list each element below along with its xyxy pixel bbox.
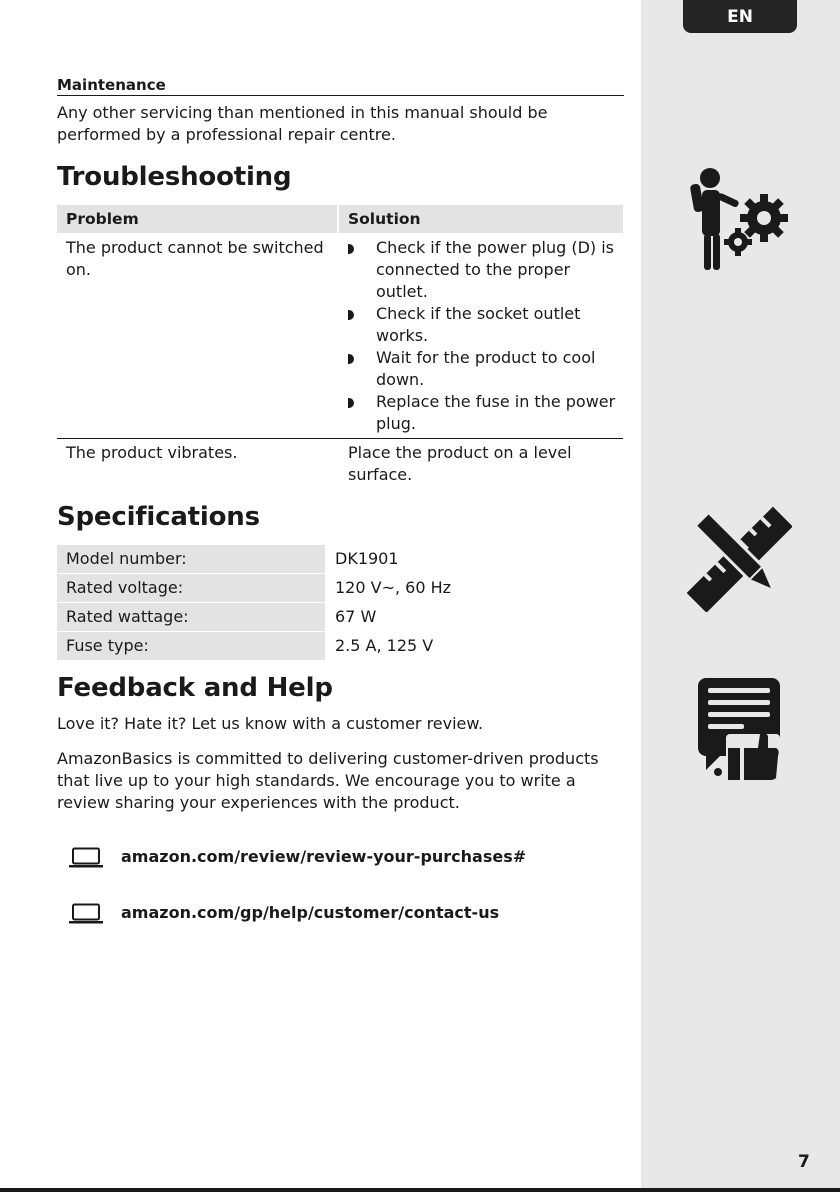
review-link[interactable]: amazon.com/review/review-your-purchases# (121, 847, 527, 866)
spec-label: Rated wattage: (57, 603, 325, 631)
solution-item: Replace the fuse in the power plug. (348, 391, 618, 435)
page-number: 7 (798, 1152, 810, 1172)
column-header-problem: Problem (57, 205, 337, 233)
solution-item: Check if the socket outlet works. (348, 303, 618, 347)
problem-cell: The product vibrates. (66, 443, 238, 462)
solution-item: Wait for the product to cool down. (348, 347, 618, 391)
spec-value: 2.5 A, 125 V (335, 636, 434, 655)
troubleshooting-table-header (57, 205, 623, 233)
feedback-intro: Love it? Hate it? Let us know with a customer review. (57, 714, 484, 733)
maintenance-heading: Maintenance (57, 76, 624, 96)
solution-cell: Place the product on a level surface. (348, 443, 572, 484)
laptop-icon (69, 903, 103, 925)
spec-label: Rated voltage: (57, 574, 325, 602)
solution-list (348, 237, 618, 435)
language-badge: EN (683, 0, 797, 33)
spec-label: Fuse type: (57, 632, 325, 660)
laptop-icon (69, 847, 103, 869)
maintenance-text: Any other servicing than mentioned in this manual should be performed by a professional repair centre. (57, 103, 548, 144)
problem-cell: The product cannot be switched on. (66, 238, 324, 279)
solution-item: Check if the power plug (D) is connected to the proper outlet. (348, 237, 618, 303)
troubleshooting-heading: Troubleshooting (57, 162, 292, 192)
spec-value: DK1901 (335, 549, 399, 568)
specifications-heading: Specifications (57, 502, 260, 532)
spec-value: 67 W (335, 607, 377, 626)
bullet-icon (348, 310, 354, 320)
contact-link[interactable]: amazon.com/gp/help/customer/contact-us (121, 903, 500, 922)
bullet-icon (348, 244, 354, 254)
table-divider (57, 438, 623, 439)
bullet-icon (348, 398, 354, 408)
spec-label: Model number: (57, 545, 325, 573)
pencil-ruler-icon (686, 506, 792, 612)
column-header-solution: Solution (339, 205, 623, 233)
spec-value: 120 V~, 60 Hz (335, 578, 452, 597)
feedback-text: AmazonBasics is committed to delivering customer-driven products that live up to your high standards. We encourage you to write a review sharing your experiences with the product. (57, 749, 599, 812)
spec-row (57, 603, 623, 631)
bullet-icon (348, 354, 354, 364)
feedback-heading: Feedback and Help (57, 673, 333, 703)
review-thumbs-up-icon (698, 678, 782, 782)
spec-row (57, 545, 623, 573)
bottom-rule (0, 1188, 840, 1192)
spec-row (57, 632, 623, 660)
person-gears-icon (686, 164, 792, 272)
spec-row (57, 574, 623, 602)
